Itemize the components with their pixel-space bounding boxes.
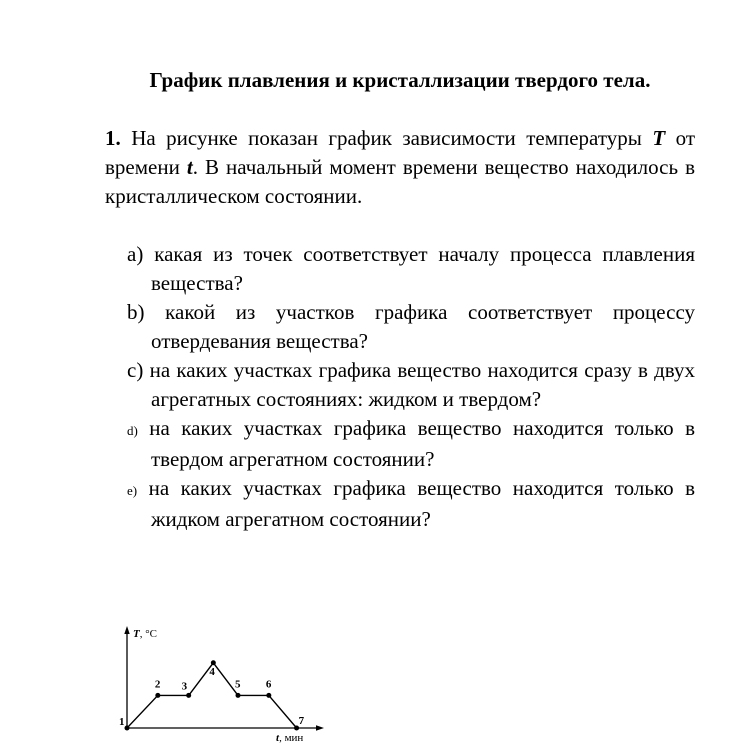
problem-text-3: . В начальный момент времени вещество находилось в кристаллическом состоянии. [105,155,695,208]
question-text-c: на каких участках графика вещество находится сразу в двух агрегатных состояниях: жидком и твердом? [149,358,695,411]
question-item-a [127,240,695,298]
chart-point-label-1: 1 [119,716,125,728]
chart-point-2 [155,693,160,698]
question-item-e [127,474,695,534]
chart-point-label-2: 2 [154,678,161,691]
x-axis-label: t, мин [276,732,304,744]
question-marker-e: e) [127,483,138,498]
y-axis-arrow [124,626,129,634]
page-title: График плавления и кристаллизации твердого тела. [149,68,651,92]
chart-point-label-6: 6 [265,678,272,691]
problem-text-2: от времени [105,126,696,179]
problem-number: 1. [105,126,121,150]
question-list [127,240,695,534]
question-marker-d: d) [127,423,138,438]
chart-point-1 [125,726,130,731]
chart-points [119,660,305,730]
problem-text-1: На рисунке показан график зависимости температуры [131,126,642,150]
variable-T: T [652,126,666,150]
question-marker-b: b) [127,300,145,324]
question-item-c [127,356,695,414]
chart-point-label-4: 4 [209,665,215,678]
chart-point-label-5: 5 [235,678,241,691]
chart-point-4 [211,660,216,665]
melting-chart [110,622,325,744]
x-axis-arrow [316,725,324,730]
question-item-b [127,298,695,356]
chart-point-5 [236,693,241,698]
variable-t: t [186,155,193,179]
question-text-e: на каких участках графика вещество находится только в жидком агрегатном состоянии? [148,476,695,531]
question-text-a: какая из точек соответствует началу процесса плавления вещества? [151,242,695,295]
y-axis-label: T, °C [133,628,157,640]
question-marker-a: a) [127,242,144,266]
chart-point-3 [186,693,191,698]
question-item-d [127,414,695,474]
chart-point-6 [266,693,271,698]
question-text-b: какой из участков графика соответствует процессу отвердевания вещества? [151,300,696,353]
chart-point-label-3: 3 [181,680,188,693]
problem-statement [105,124,695,211]
chart-point-label-7: 7 [298,715,305,727]
question-text-d: на каких участках графика вещество находится только в твердом агрегатном состоянии? [149,416,695,471]
question-marker-c: c) [127,358,144,382]
